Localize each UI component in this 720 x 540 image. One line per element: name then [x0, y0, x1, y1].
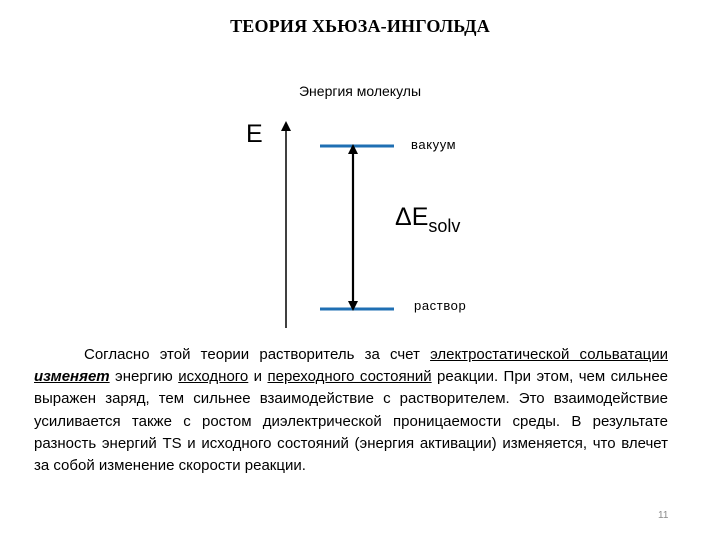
text-underlined: электростатической сольватации — [430, 346, 668, 363]
vacuum-label: вакуум — [411, 137, 457, 152]
text-underlined: исходного — [178, 368, 249, 386]
slide-title: ТЕОРИЯ ХЬЮЗА-ИНГОЛЬДА — [230, 16, 490, 36]
solution-label: раствор — [414, 298, 467, 313]
text-emphasis: изменяет — [34, 368, 110, 386]
delta-e-symbol: ΔE — [395, 203, 429, 231]
page-number: 11 — [658, 510, 669, 521]
text-segment: Согласно этой теории растворитель за счет — [84, 346, 431, 363]
text-segment: энергию — [109, 368, 179, 386]
axis-title: Энергия молекулы — [298, 83, 422, 99]
delta-e-solv-label — [395, 203, 460, 237]
text-underlined: переходного состояний — [267, 368, 432, 386]
text-segment: и — [248, 368, 268, 386]
delta-e-subscript: solv — [428, 216, 461, 236]
text-segment: реакции. При этом, чем сильнее выражен заряд, тем сильнее взаимодействие с растворителем. Это взаимодействие усиливается также с ростом диэлектрической проницаемости среды. В результате разность энергий TS и исходного состояний (энергия активации) изменяется, что влечет за собой изменение скорости реакции. — [34, 368, 669, 475]
energy-axis-label: E — [246, 120, 263, 148]
theory-paragraph — [34, 344, 668, 477]
